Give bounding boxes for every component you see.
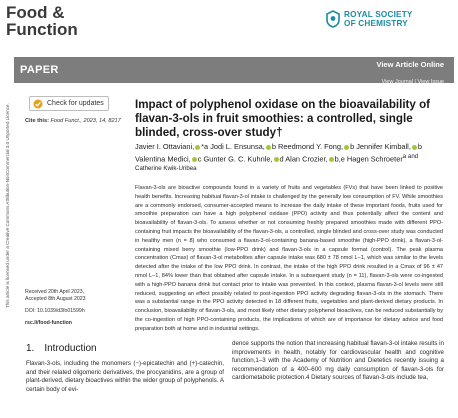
check-updates-icon: [33, 99, 43, 109]
received-date: Received 20th April 2023,: [25, 289, 85, 295]
journal-title: Food & Function: [6, 3, 78, 39]
author-list: [135, 142, 435, 176]
orcid-icon[interactable]: [266, 145, 271, 150]
view-links: [376, 60, 444, 88]
author[interactable]: b Valentina Medici,: [135, 142, 422, 164]
article-title: Impact of polyphenol oxidase on the bioavailability of flavan-3-ols in fruit smoothies: a controlled, single blinded, cross-over study†: [135, 98, 431, 139]
section-heading-introduction: [26, 343, 97, 354]
view-article-online-link[interactable]: View Article Online: [376, 60, 444, 69]
accepted-date: Accepted 8th August 2023: [25, 296, 86, 302]
doi-link[interactable]: DOI: 10.1039/d3fo01599h: [25, 308, 85, 314]
citation: [25, 118, 121, 124]
publisher-name: ROYAL SOCIETY OF CHEMISTRY: [344, 10, 413, 28]
abstract: Flavan-3-ols are bioactive compounds found in a variety of fruits and vegetables (FVs) that have been linked to positive health benefits. Increasing habitual flavan-3-ol intake is challenged by the generally low consumption of FV. While smoothies are a commonly endorsed, consumer-accepted means to increase the daily intake of these important foods, fruits used for smoothie preparation can have a high polyphenol oxidase (PPO) activity and thus potentially affect the content and bioavailability of flavan-3-ols. To assess whether or not consuming freshly prepared smoothies made with different PPO-containing fruit impacts the bioavailability of the flavan-3-ols, a controlled, single blinded and cross-over study was conducted in healthy men (n = 8) who consumed a flavan-3-ol-containing banana-based smoothie (high-PPO drink), a flavan-3-ol-containing mixed berry smoothie (low-PPO drink) and flavan-3-ols in a capsule format (control). The peak plasma concentration (Cmax) of flavan-3-ol metabolites after capsule intake was 680 ± 78 nmol L−1, which was similar to the levels detected after the intake of the low PPO drink. In contrast, the intake of the high PPO drink resulted in a Cmax of 96 ± 47 nmol L−1, 84% lower than that obtained after capsule intake. In a subsequent study (n = 11), flavan-3-ols were co-ingested with a high-PPO banana drink but contact prior to intake was prevented. In this context, plasma flavan-3-ol levels were still reduced, suggesting an effect possibly related to post-ingestion PPO activity degrading flavan-3-ols in the stomach. There was a substantial range in the PPO activity detected in 18 different fruits, vegetables and plant-derived dietary products. In conclusion, bioavailability of flavan-3-ols, and most likely other dietary polyphenol bioactives, can be reduced substantially by the co-ingestion of high PPO-containing products, the implications of which are of importance for dietary advice and food preparation both at home and in industrial settings.: [135, 185, 443, 332]
orcid-icon[interactable]: [412, 145, 417, 150]
orcid-icon[interactable]: [195, 145, 200, 150]
citation-label: Cite this:: [25, 118, 49, 124]
affiliation-mark: a: [193, 165, 197, 173]
license-notice: This article is licensed under a Creative Commons Attribution-NonCommercial 3.0 Unported Licence.: [5, 103, 10, 308]
rsc-crest-icon: [325, 10, 341, 28]
rsc-logo[interactable]: [325, 8, 453, 36]
author[interactable]: d Alan Crozier,: [279, 154, 328, 164]
article-dates: [25, 289, 86, 327]
intro-left-column: Flavan-3-ols, including the monomers (−)-epicatechin and (+)-catechin, and their related oligomeric derivatives, the procyanidins, are a group of plant-derived, dietary bioactives within the wider group of polyphenols. A certain body of evi-: [26, 360, 224, 393]
section-number: 1.: [26, 343, 35, 354]
check-for-updates-button[interactable]: [29, 96, 109, 111]
author[interactable]: b Reedmond Y. Fong,: [271, 142, 344, 151]
author[interactable]: b Jennifer Kimball,: [350, 142, 411, 151]
orcid-icon[interactable]: [344, 145, 349, 150]
affiliation-mark: a and Catherine Kwik-Uribe: [135, 152, 419, 173]
section-title: Introduction: [44, 343, 97, 354]
author[interactable]: Javier I. Ottaviani,: [135, 142, 195, 151]
orcid-icon[interactable]: [192, 157, 197, 162]
citation-ref: Food Funct., 2023, 14, 8217: [50, 118, 121, 124]
article-type-label: PAPER: [20, 64, 59, 76]
author[interactable]: *a Jodi L. Ensunsa,: [201, 142, 265, 151]
orcid-icon[interactable]: [274, 157, 279, 162]
journal-site-link[interactable]: rsc.li/food-function: [25, 320, 72, 326]
author[interactable]: b,e Hagen Schroeter: [334, 154, 403, 164]
article-type-band: [14, 57, 454, 83]
check-updates-label: Check for updates: [47, 100, 104, 107]
author[interactable]: c Gunter G. C. Kuhnle,: [197, 154, 273, 164]
intro-right-column: dence supports the notion that increasing habitual flavan-3-ol intake results in improvements in health, notably for cardiovascular health and cognitive function,1–3 with the Academy of Nutrition and Dietetics recently issuing a recommendation of a 400–600 mg daily consumption of flavan-3-ols for cardiometabolic protection.4 Dietary sources of flavan-3-ols include tea,: [232, 340, 444, 382]
view-journal-issue-links[interactable]: View Journal | View Issue: [381, 79, 444, 85]
orcid-icon[interactable]: [329, 157, 334, 162]
